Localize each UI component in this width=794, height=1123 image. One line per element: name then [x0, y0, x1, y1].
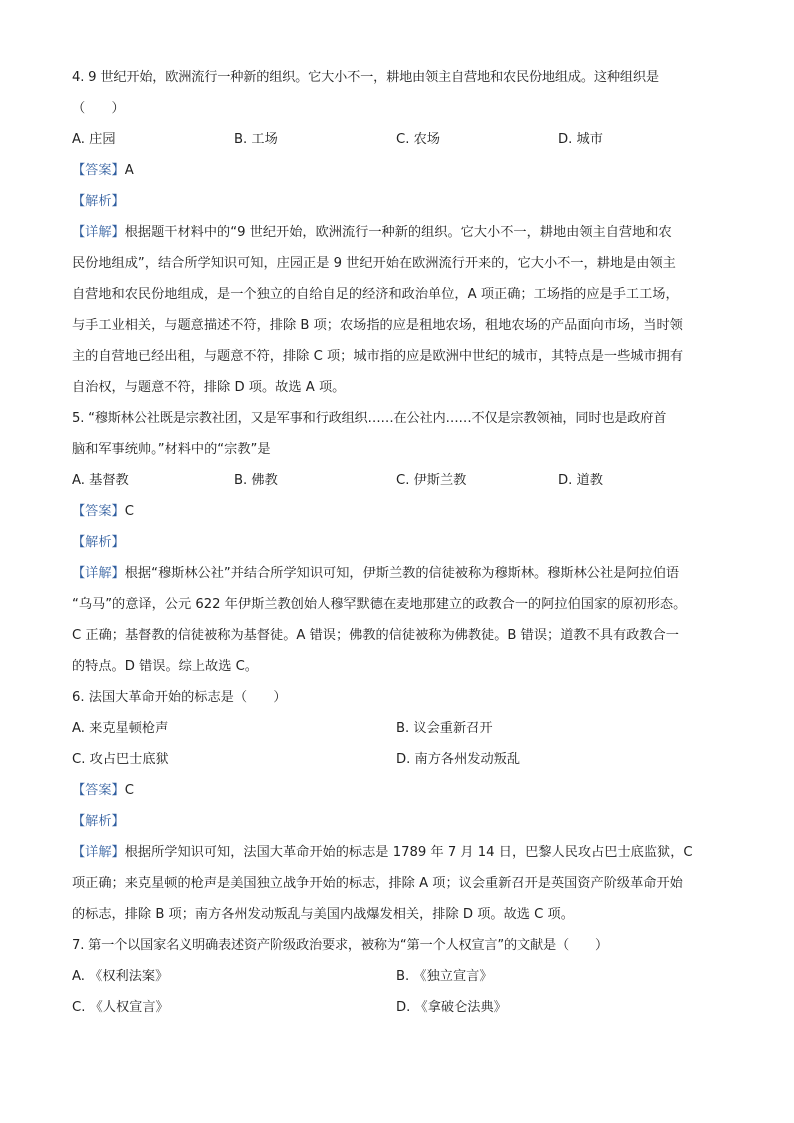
answer-value: C: [124, 783, 134, 798]
option-d: D. 道教: [558, 473, 603, 488]
analysis-line: [72, 806, 724, 837]
detail-paragraph: 【详解】根据“穆斯林公社”并结合所学知识可知，伊斯兰教的信徒被称为穆斯林。穆斯林公社是阿拉伯语 “乌马”的意译，公元 622 年伊斯兰教创始人穆罕默德在麦地那建立的政教合一的阿拉伯国家的原初形态。 C 正确；基督教的信徒被称为基督徒。A 错误；佛教的信徒被称为佛教徒。B 错误；道教不具有政教合一 的特点。D 错误。综上故选 C。: [72, 566, 687, 674]
answer-value: C: [124, 504, 134, 519]
options-row: [72, 992, 724, 1023]
options-row: [72, 124, 724, 155]
option-c: C. 伊斯兰教: [396, 473, 467, 488]
question-stem: 4. 9 世纪开始，欧洲流行一种新的组织。它大小不一，耕地由领主自营地和农民份地组成。这种组织是: [72, 70, 659, 85]
option-d: D. 南方各州发动叛乱: [396, 752, 521, 767]
answer-line: [72, 155, 724, 186]
analysis-tag: 【解析】: [72, 194, 125, 209]
question-7: [72, 930, 724, 1023]
option-c: C. 农场: [396, 132, 440, 147]
option-b: B. 佛教: [234, 473, 278, 488]
question-6: [72, 682, 724, 930]
option-b: B. 议会重新召开: [396, 721, 493, 736]
option-a: A. 来克星顿枪声: [72, 721, 169, 736]
option-a: A. 《权利法案》: [72, 969, 169, 984]
question-5: [72, 403, 724, 682]
analysis-line: [72, 527, 724, 558]
question-stem: 脑和军事统帅。”材料中的“宗教”是: [72, 442, 271, 457]
detail-paragraph: 【详解】根据所学知识可知，法国大革命开始的标志是 1789 年 7 月 14 日，巴黎人民攻占巴士底监狱，C 项正确；来克星顿的枪声是美国独立战争开始的标志，排除 A 项；议会重新召开是英国资产阶级革命开始 的标志，排除 B 项；南方各州发动叛乱与美国内战爆发相关，排除 D 项。故选 C 项。: [72, 845, 693, 922]
document-page: [72, 62, 724, 1023]
answer-value: A: [124, 163, 134, 178]
option-a: A. 庄园: [72, 132, 116, 147]
detail-tag: 【详解】: [72, 225, 125, 240]
option-b: B. 工场: [234, 132, 278, 147]
detail-tag: 【详解】: [72, 566, 125, 581]
question-stem: 7. 第一个以国家名义明确表述资产阶级政治要求，被称为“第一个人权宣言”的文献是（ ）: [72, 938, 608, 953]
option-c: C. 《人权宣言》: [72, 1000, 169, 1015]
option-d: D. 《拿破仑法典》: [396, 1000, 507, 1015]
options-row: [72, 961, 724, 992]
options-row: [72, 744, 724, 775]
options-row: [72, 465, 724, 496]
answer-tag: 【答案】: [72, 783, 125, 798]
detail-paragraph: 【详解】根据题干材料中的“9 世纪开始，欧洲流行一种新的组织。它大小不一，耕地由领主自营地和农 民份地组成”，结合所学知识可知，庄园正是 9 世纪开始在欧洲流行开来的，它大小不一，耕地是由领主 自营地和农民份地组成，是一个独立的自给自足的经济和政治单位，A 项正确；工场指的应是手工工场， 与手工业相关，与题意描述不符，排除 B 项；农场指的应是租地农场，租地农场的产品面向市场，当时领 主的自营地已经出租，与题意不符，排除 C 项；城市指的应是欧洲中世纪的城市，其特点是一些城市拥有 自治权，与题意不符，排除 D 项。故选 A 项。: [72, 225, 684, 395]
option-a: A. 基督教: [72, 473, 129, 488]
analysis-tag: 【解析】: [72, 535, 125, 550]
analysis-line: [72, 186, 724, 217]
analysis-tag: 【解析】: [72, 814, 125, 829]
answer-tag: 【答案】: [72, 504, 125, 519]
option-b: B. 《独立宣言》: [396, 969, 493, 984]
question-stem: 6. 法国大革命开始的标志是（ ）: [72, 690, 287, 705]
question-4: [72, 62, 724, 403]
option-d: D. 城市: [558, 132, 603, 147]
detail-tag: 【详解】: [72, 845, 125, 860]
question-stem: 5. “穆斯林公社既是宗教社团，又是军事和行政组织……在公社内……不仅是宗教领袖，同时也是政府首: [72, 411, 667, 426]
option-c: C. 攻占巴士底狱: [72, 752, 169, 767]
answer-line: [72, 775, 724, 806]
answer-tag: 【答案】: [72, 163, 125, 178]
answer-line: [72, 496, 724, 527]
question-stem: （ ）: [72, 101, 125, 116]
options-row: [72, 713, 724, 744]
